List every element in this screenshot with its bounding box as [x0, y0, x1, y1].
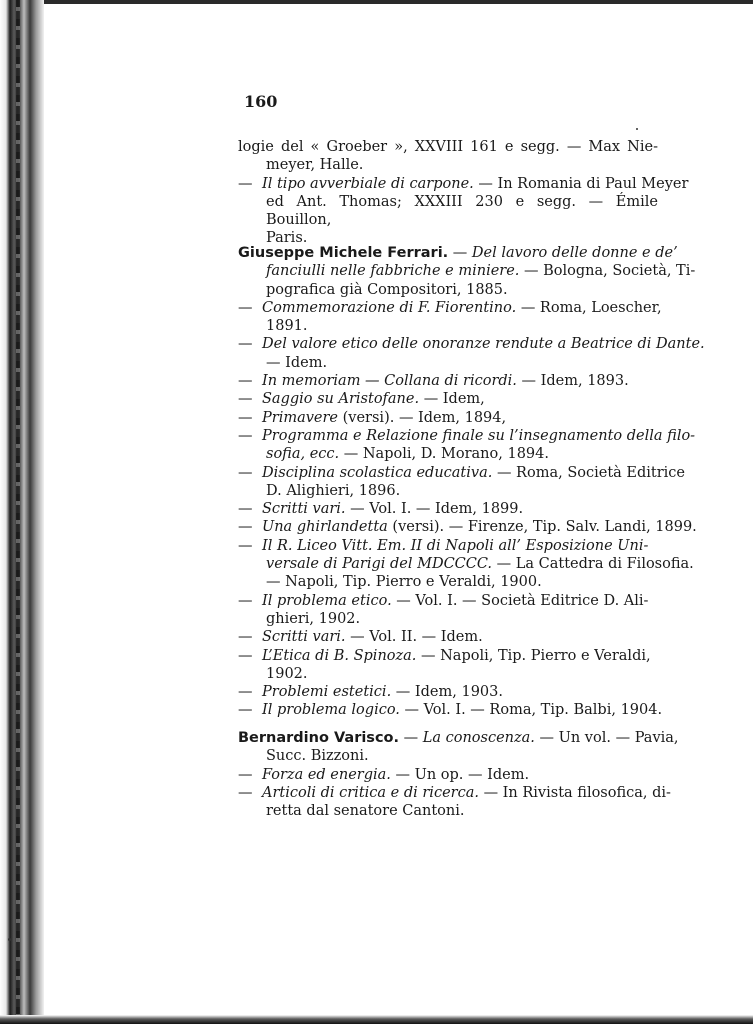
author-name: Giuseppe Michele Ferrari. — [238, 245, 449, 261]
entry-title: Il tipo avverbiale di carpone. — [262, 175, 474, 192]
text-line: 1902. — [266, 665, 308, 682]
entry-title: Il problema logico. — [262, 702, 400, 719]
bibliography-entry: — Una ghirlandetta (versi). — Firenze, Tip. Salv. Landi, 1899. — [238, 519, 697, 536]
bibliography-entry: — Disciplina scolastica educativa. — Roma, Società Editrice — [238, 464, 686, 481]
bibliography-entry: — Primavere (versi). — Idem, 1894, — [238, 409, 507, 426]
ink-speck — [636, 128, 638, 130]
text-line: Paris. — [266, 230, 308, 247]
entry-title: Il problema etico. — [262, 592, 392, 609]
text-line: 1891. — [266, 318, 308, 335]
text-line: fanciulli nelle fabbriche e miniere. — Bologna, Società, Ti- — [266, 263, 696, 280]
author-section-varisco — [238, 729, 679, 820]
entry-title: Primavere — [262, 409, 339, 426]
entry-title: Scritti vari. — [262, 501, 346, 518]
entry-title: In memoriam — Collana di ricordi. — [262, 373, 517, 390]
text-line: — Idem. — [266, 354, 328, 371]
entry-title: Problemi estetici. — [262, 684, 392, 701]
text-line: ed Ant. Thomas; XXXIII 230 e segg. — Émile Bouillon, — [266, 193, 658, 229]
entry-title: Saggio su Aristofane. — [262, 391, 420, 408]
text-line: Succ. Bizzoni. — [266, 748, 369, 765]
entry-title: Programma e Relazione finale su l’insegnamento della filo- — [262, 427, 696, 444]
bibliography-entry: — L’Etica di B. Spinoza. — Napoli, Tip. Pierro e Veraldi, — [238, 647, 651, 664]
page-number: 160 — [244, 92, 278, 111]
bibliography-entry: — Il R. Liceo Vitt. Em. II di Napoli all’ Esposizione Uni- — [238, 537, 649, 554]
bibliography-entry: — In memoriam — Collana di ricordi. — Idem, 1893. — [238, 373, 629, 390]
book-binding-edge — [0, 0, 44, 1024]
bibliography-entry: — Del valore etico delle onoranze rendute a Beatrice di Dante. — [238, 336, 705, 353]
bibliography-entry: — Problemi estetici. — Idem, 1903. — [238, 684, 503, 701]
bibliography-entry: Bernardino Varisco. — La conoscenza. — Un vol. — Pavia, — [238, 730, 679, 746]
author-name: Bernardino Varisco. — [238, 730, 400, 746]
entry-title: Una ghirlandetta — [262, 519, 388, 536]
entry-title: Il R. Liceo Vitt. Em. II di Napoli all’ Esposizione Uni- — [262, 537, 649, 554]
bibliography-entry: — Scritti vari. — Vol. II. — Idem. — [238, 629, 483, 646]
entry-title: Disciplina scolastica educativa. — [262, 464, 493, 481]
entry-title: La conoscenza. — [422, 730, 535, 746]
bibliography-entry: — Forza ed energia. — Un op. — Idem. — [238, 766, 530, 783]
entry-title: L’Etica di B. Spinoza. — [262, 647, 417, 664]
bibliography-entry: Giuseppe Michele Ferrari. — Del lavoro delle donne e de’ — [238, 245, 678, 261]
text-line: D. Alighieri, 1896. — [266, 482, 401, 499]
bibliography-entry: — Il problema etico. — Vol. I. — Società Editrice D. Ali- — [238, 592, 649, 609]
page-bottom-edge — [0, 1015, 753, 1024]
bibliography-entry: — Programma e Relazione finale su l’insegnamento della filo- — [238, 427, 696, 444]
text-line: retta dal senatore Cantoni. — [266, 803, 465, 820]
entry-title: Scritti vari. — [262, 629, 346, 646]
ink-speck — [8, 938, 11, 941]
text-line: — Napoli, Tip. Pierro e Veraldi, 1900. — [266, 574, 542, 591]
bibliography-continuation — [238, 138, 689, 248]
text-line: logie del « Groeber », XXVIII 161 e segg. — Max Nie- — [238, 139, 658, 155]
entry-title: Forza ed energia. — [262, 766, 391, 783]
text-line: meyer, Halle. — [266, 157, 364, 174]
entry-title: Articoli di critica e di ricerca. — [262, 784, 479, 801]
text-line: pografica già Compositori, 1885. — [266, 281, 508, 298]
bibliography-entry: — Il tipo avverbiale di carpone. — In Romania di Paul Meyer — [238, 175, 689, 192]
text-line: ghieri, 1902. — [266, 610, 361, 627]
bibliography-entry: — Articoli di critica e di ricerca. — In Rivista filosofica, di- — [238, 784, 671, 801]
bibliography-entry: — Scritti vari. — Vol. I. — Idem, 1899. — [238, 501, 524, 518]
entry-title: Commemorazione di F. Fiorentino. — [262, 299, 517, 316]
entry-title: Del lavoro delle donne e de’ — [471, 245, 678, 261]
text-line: sofia, ecc. — Napoli, D. Morano, 1894. — [266, 446, 549, 463]
bibliography-entry: — Commemorazione di F. Fiorentino. — Roma, Loescher, — [238, 299, 662, 316]
bibliography-entry: — Saggio su Aristofane. — Idem, — [238, 391, 485, 408]
page-top-edge — [44, 0, 753, 4]
author-section-ferrari — [238, 244, 705, 720]
entry-title: Del valore etico delle onoranze rendute a Beatrice di Dante. — [262, 336, 705, 353]
text-line: versale di Parigi del MDCCCC. — La Cattedra di Filosofia. — [266, 556, 694, 573]
bibliography-entry: — Il problema logico. — Vol. I. — Roma, Tip. Balbi, 1904. — [238, 702, 663, 719]
